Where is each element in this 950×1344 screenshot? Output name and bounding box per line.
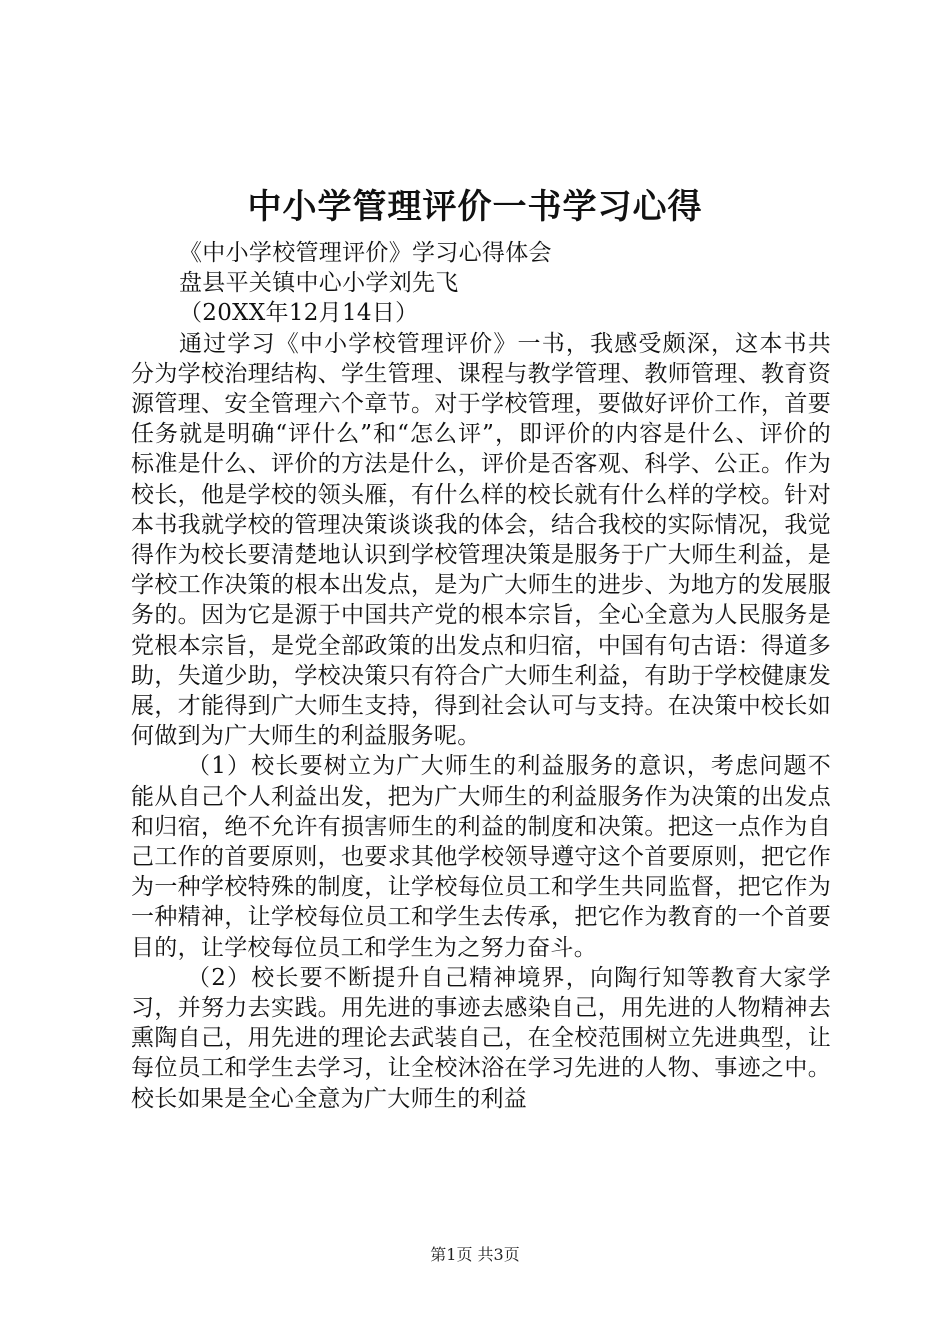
document-subtitle: 《中小学校管理评价》学习心得体会 bbox=[179, 240, 552, 266]
document-date: （20XX年12月14日） bbox=[179, 300, 419, 327]
document-author: 盘县平关镇中心小学刘先飞 bbox=[179, 270, 459, 297]
page-footer: 第1页 共3页 bbox=[430, 1245, 520, 1264]
document-title: 中小学管理评价一书学习心得 bbox=[247, 187, 703, 227]
document-body bbox=[131, 238, 831, 1114]
body-paragraph: 通过学习《中小学校管理评价》一书，我感受颇深，这本书共分为学校治理结构、学生管理、课程与教学管理、教师管理、教育资源管理、安全管理六个章节。对于学校管理，要做好评价工作，首要任务就是明确“评什么”和“怎么评”，即评价的内容是什么、评价的标准是什么、评价的方法是什么，评价是否客观、科学、公正。作为校长，他是学校的领头雁，有什么样的校长就有什么样的学校。针对本书我就学校的管理决策谈谈我的体会，结合我校的实际情况，我觉得作为校长要清楚地认识到学校管理决策是服务于广大师生利益，是学校工作决策的根本出发点，是为广大师生的进步、为地方的发展服务的。因为它是源于中国共产党的根本宗旨，全心全意为人民服务是党根本宗旨，是党全部政策的出发点和归宿，中国有句古语：得道多助，失道少助，学校决策只有符合广大师生利益，有助于学校健康发展，才能得到广大师生支持，得到社会认可与支持。在决策中校长如何做到为广大师生的利益服务呢。 bbox=[131, 330, 831, 750]
body-paragraph: （2）校长要不断提升自己精神境界，向陶行知等教育大家学习，并努力去实践。用先进的事迹去感染自己，用先进的人物精神去熏陶自己，用先进的理论去武装自己，在全校范围树立先进典型，让每位员工和学生去学习，让全校沐浴在学习先进的人物、事迹之中。校长如果是全心全意为广大师生的利益 bbox=[131, 964, 831, 1112]
body-paragraph: （1）校长要树立为广大师生的利益服务的意识，考虑问题不能从自己个人利益出发，把为广大师生的利益服务作为决策的出发点和归宿，绝不允许有损害师生的利益的制度和决策。把这一点作为自己工作的首要原则，也要求其他学校领导遵守这个首要原则，把它作为一种学校特殊的制度，让学校每位员工和学生共同监督，把它作为一种精神，让学校每位员工和学生去传承，把它作为教育的一个首要目的，让学校每位员工和学生为之努力奋斗。 bbox=[131, 753, 831, 961]
